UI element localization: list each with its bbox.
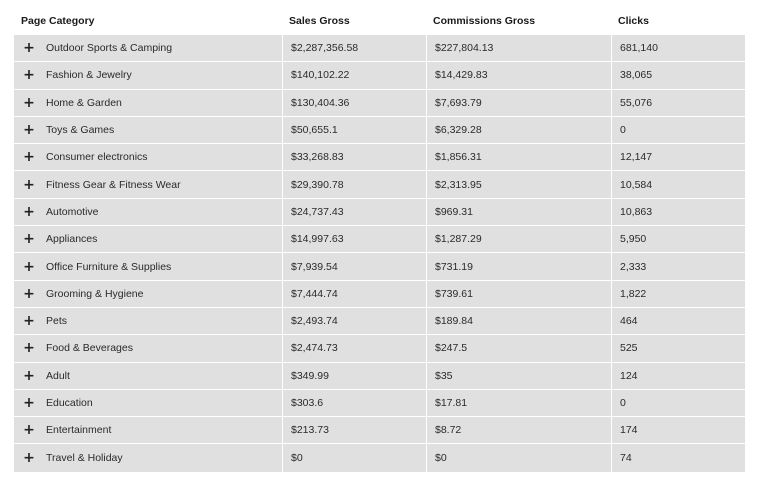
category-cell: [14, 417, 282, 443]
header-sales-gross[interactable]: Sales Gross: [289, 15, 350, 27]
commissions-gross-cell: $7,693.79: [426, 90, 611, 116]
plus-icon[interactable]: +: [23, 340, 35, 357]
table-row[interactable]: [14, 335, 745, 362]
category-cell: [14, 308, 282, 334]
commissions-gross-cell: $1,856.31: [426, 144, 611, 170]
category-label: Travel & Holiday: [46, 452, 123, 465]
table-row[interactable]: [14, 62, 745, 89]
plus-icon[interactable]: +: [23, 367, 35, 384]
table-row[interactable]: [14, 35, 745, 62]
clicks-cell: 124: [611, 363, 745, 389]
category-label: Entertainment: [46, 424, 112, 437]
category-label: Fitness Gear & Fitness Wear: [46, 178, 181, 191]
category-cell: [14, 199, 282, 225]
category-cell: [14, 281, 282, 307]
category-label: Grooming & Hygiene: [46, 287, 144, 300]
table-row[interactable]: [14, 199, 745, 226]
plus-icon[interactable]: +: [23, 422, 35, 439]
clicks-cell: 681,140: [611, 35, 745, 61]
commissions-gross-cell: $6,329.28: [426, 117, 611, 143]
header-commissions-gross[interactable]: Commissions Gross: [433, 15, 536, 27]
table-row[interactable]: [14, 144, 745, 171]
plus-icon[interactable]: +: [23, 122, 35, 139]
category-label: Automotive: [46, 205, 99, 218]
plus-icon[interactable]: +: [23, 94, 35, 111]
clicks-cell: 0: [611, 390, 745, 416]
commissions-gross-cell: $0: [426, 444, 611, 471]
table-row[interactable]: [14, 253, 745, 280]
clicks-cell: 174: [611, 417, 745, 443]
sales-gross-cell: $2,474.73: [282, 335, 426, 361]
category-cell: [14, 62, 282, 88]
table-row[interactable]: [14, 117, 745, 144]
clicks-cell: 0: [611, 117, 745, 143]
category-label: Food & Beverages: [46, 342, 133, 355]
commissions-gross-cell: $739.61: [426, 281, 611, 307]
plus-icon[interactable]: +: [23, 231, 35, 248]
category-label: Appliances: [46, 233, 98, 246]
commissions-gross-cell: $17.81: [426, 390, 611, 416]
table-header: [14, 7, 745, 35]
commissions-gross-cell: $1,287.29: [426, 226, 611, 252]
sales-gross-cell: $349.99: [282, 363, 426, 389]
sales-gross-cell: $50,655.1: [282, 117, 426, 143]
sales-gross-cell: $130,404.36: [282, 90, 426, 116]
clicks-cell: 10,584: [611, 171, 745, 197]
sales-gross-cell: $2,493.74: [282, 308, 426, 334]
table-row[interactable]: [14, 226, 745, 253]
category-report-table: [14, 7, 745, 472]
category-label: Home & Garden: [46, 96, 122, 109]
commissions-gross-cell: $227,804.13: [426, 35, 611, 61]
category-cell: [14, 35, 282, 61]
table-body: [14, 35, 745, 472]
category-cell: [14, 144, 282, 170]
commissions-gross-cell: $2,313.95: [426, 171, 611, 197]
clicks-cell: 2,333: [611, 253, 745, 279]
sales-gross-cell: $7,939.54: [282, 253, 426, 279]
sales-gross-cell: $2,287,356.58: [282, 35, 426, 61]
sales-gross-cell: $0: [282, 444, 426, 471]
sales-gross-cell: $14,997.63: [282, 226, 426, 252]
table-row[interactable]: [14, 308, 745, 335]
clicks-cell: 12,147: [611, 144, 745, 170]
category-label: Outdoor Sports & Camping: [46, 42, 173, 55]
category-label: Education: [46, 397, 93, 409]
category-cell: [14, 171, 282, 197]
table-row[interactable]: [14, 363, 745, 390]
clicks-cell: 1,822: [611, 281, 745, 307]
category-cell: [14, 253, 282, 279]
category-cell: [14, 444, 282, 471]
sales-gross-cell: $7,444.74: [282, 281, 426, 307]
plus-icon[interactable]: +: [23, 40, 35, 57]
commissions-gross-cell: $247.5: [426, 335, 611, 361]
plus-icon[interactable]: +: [23, 395, 35, 411]
sales-gross-cell: $213.73: [282, 417, 426, 443]
category-label: Fashion & Jewelry: [46, 69, 132, 82]
clicks-cell: 38,065: [611, 62, 745, 88]
sales-gross-cell: $33,268.83: [282, 144, 426, 170]
header-page-category[interactable]: Page Category: [21, 15, 95, 27]
plus-icon[interactable]: +: [23, 285, 35, 302]
clicks-cell: 525: [611, 335, 745, 361]
commissions-gross-cell: $731.19: [426, 253, 611, 279]
category-cell: [14, 390, 282, 416]
table-row[interactable]: [14, 281, 745, 308]
commissions-gross-cell: $35: [426, 363, 611, 389]
commissions-gross-cell: $189.84: [426, 308, 611, 334]
category-cell: [14, 335, 282, 361]
plus-icon[interactable]: +: [23, 203, 35, 220]
category-label: Consumer electronics: [46, 151, 148, 164]
plus-icon[interactable]: +: [23, 176, 35, 193]
header-clicks[interactable]: Clicks: [618, 15, 649, 27]
clicks-cell: 5,950: [611, 226, 745, 252]
commissions-gross-cell: $8.72: [426, 417, 611, 443]
plus-icon[interactable]: +: [23, 149, 35, 166]
table-row[interactable]: [14, 90, 745, 117]
category-cell: [14, 226, 282, 252]
table-row[interactable]: [14, 444, 745, 471]
sales-gross-cell: $24,737.43: [282, 199, 426, 225]
category-label: Adult: [46, 369, 70, 382]
category-cell: [14, 363, 282, 389]
category-cell: [14, 117, 282, 143]
plus-icon[interactable]: +: [23, 450, 35, 467]
table-row[interactable]: [14, 417, 745, 444]
sales-gross-cell: $303.6: [282, 390, 426, 416]
clicks-cell: 464: [611, 308, 745, 334]
table-row[interactable]: [14, 171, 745, 198]
category-label: Office Furniture & Supplies: [46, 260, 172, 273]
commissions-gross-cell: $14,429.83: [426, 62, 611, 88]
clicks-cell: 55,076: [611, 90, 745, 116]
clicks-cell: 74: [611, 444, 745, 471]
clicks-cell: 10,863: [611, 199, 745, 225]
sales-gross-cell: $29,390.78: [282, 171, 426, 197]
category-label: Toys & Games: [46, 124, 115, 137]
table-row[interactable]: [14, 390, 745, 417]
category-label: Pets: [46, 315, 68, 328]
category-cell: [14, 90, 282, 116]
plus-icon[interactable]: +: [23, 258, 35, 275]
sales-gross-cell: $140,102.22: [282, 62, 426, 88]
plus-icon[interactable]: +: [23, 313, 35, 330]
commissions-gross-cell: $969.31: [426, 199, 611, 225]
plus-icon[interactable]: +: [23, 67, 35, 84]
